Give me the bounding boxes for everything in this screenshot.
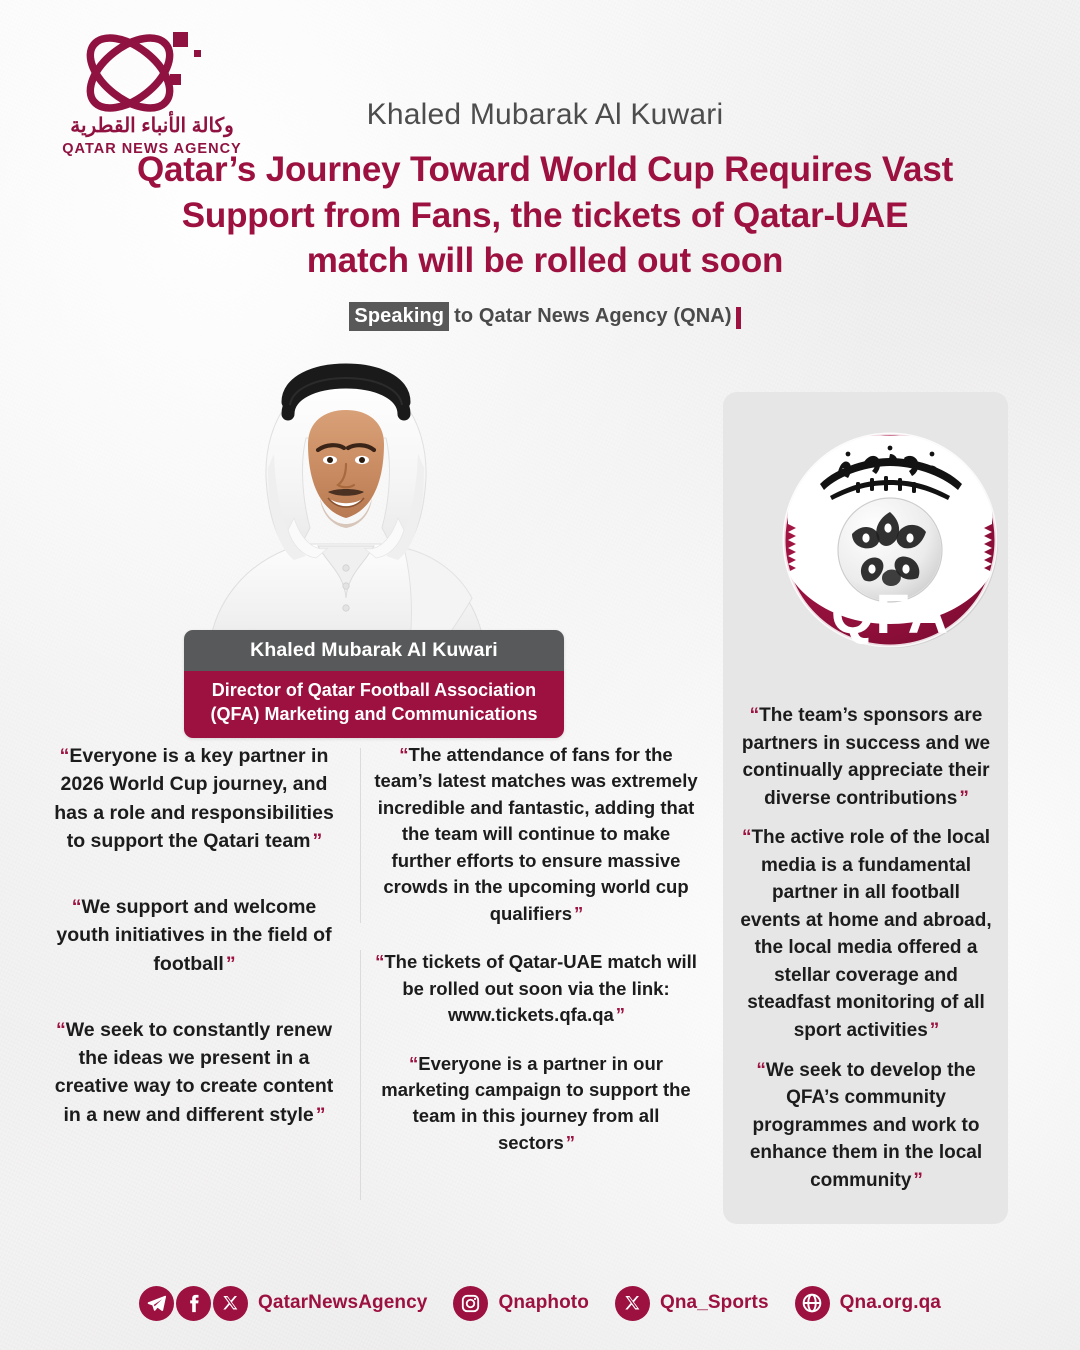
quote-open-mark: “ <box>741 827 751 849</box>
nameplate-name: Khaled Mubarak Al Kuwari <box>184 630 564 671</box>
quote-column-middle <box>374 742 698 1156</box>
quote-open-mark: “ <box>756 1059 765 1081</box>
quote-column-left <box>44 742 344 1129</box>
quote-item <box>374 1051 698 1157</box>
header-speaker-name: Khaled Mubarak Al Kuwari <box>366 98 724 131</box>
header-block <box>130 98 960 331</box>
page-title: Qatar’s Journey Toward World Cup Requires Vast Support from Fans, the tickets of Qatar-UAE match will be rolled out soon <box>136 150 954 280</box>
quote-close-mark: ” <box>225 952 235 975</box>
quote-text: The active role of the local media is a fundamental partner in all football events at home and abroad, the local media offered a stellar coverage and steadfast monitoring of all sport activities <box>740 827 992 1042</box>
quote-text: We support and welcome youth initiatives in the field of football <box>56 896 332 975</box>
quote-open-mark: “ <box>59 745 69 767</box>
quote-item <box>740 824 992 1044</box>
qfa-logo <box>778 428 1002 652</box>
subline-rest: to Qatar News Agency (QNA) <box>454 305 732 327</box>
nameplate-title: Director of Qatar Football Association (QFA) Marketing and Communications <box>184 671 564 738</box>
quote-text: Everyone is a partner in our marketing campaign to support the team in this journey from all sectors <box>381 1052 691 1153</box>
column-divider <box>360 748 361 923</box>
social-group-website[interactable] <box>795 1286 941 1321</box>
quote-column-right <box>740 702 992 1194</box>
quote-item <box>44 893 344 978</box>
quote-open-mark: “ <box>71 896 81 919</box>
quote-open-mark: “ <box>375 951 384 973</box>
social-group-qatarnewsagency[interactable] <box>139 1286 427 1321</box>
column-divider <box>360 950 361 1200</box>
quote-item <box>374 742 698 927</box>
caret-marker <box>736 307 741 329</box>
social-label[interactable]: Qna_Sports <box>659 1292 769 1313</box>
speaking-chip: Speaking <box>349 302 449 331</box>
quote-text: We seek to constantly renew the ideas we present in a creative way to create content in a new and different style <box>54 1018 334 1126</box>
quote-text: The tickets of Qatar-UAE match will be rolled out soon via the link: www.tickets.qfa.qa <box>384 951 697 1026</box>
quote-open-mark: “ <box>749 705 759 726</box>
quote-open-mark: “ <box>56 1018 65 1041</box>
quote-text: The team’s sponsors are partners in success and we continually appreciate their diverse contributions <box>741 705 991 809</box>
quote-open-mark: “ <box>399 744 408 765</box>
quote-item <box>44 742 344 855</box>
qna-logo-latin: QATAR NEWS AGENCY <box>62 141 242 157</box>
quote-close-mark: ” <box>959 787 968 809</box>
social-group-qna-sports[interactable] <box>615 1286 769 1321</box>
quote-item <box>740 1057 992 1195</box>
instagram-icon[interactable] <box>453 1286 488 1321</box>
quote-close-mark: ” <box>615 1004 625 1026</box>
social-label[interactable]: Qna.org.qa <box>839 1292 941 1313</box>
quote-close-mark: ” <box>312 829 322 852</box>
quote-item <box>44 1016 344 1129</box>
quote-close-mark: ” <box>929 1020 939 1042</box>
quote-close-mark: ” <box>315 1103 325 1126</box>
quote-text: We seek to develop the QFA’s community programmes and work to enhance them in the local community <box>749 1059 983 1191</box>
header-subline <box>130 302 960 331</box>
qna-logo-arabic: وكالة الأنباء القطرية <box>70 115 234 137</box>
quote-close-mark: ” <box>913 1169 922 1191</box>
x-icon[interactable] <box>213 1286 248 1321</box>
speaker-portrait <box>176 358 516 658</box>
quote-text: The attendance of fans for the team’s latest matches was extremely incredible and fantastic, adding that the team will continue to make further efforts to ensure massive crowds in the upcoming world cup qualifiers <box>374 744 698 924</box>
qfa-wordmark: QFA <box>830 582 950 645</box>
social-label[interactable]: QatarNewsAgency <box>258 1292 428 1313</box>
telegram-icon[interactable] <box>139 1286 174 1321</box>
quote-text: Everyone is a key partner in 2026 World Cup journey, and has a role and responsibilities to support the Qatari team <box>54 745 334 852</box>
quote-item <box>374 949 698 1028</box>
quote-close-mark: ” <box>574 902 583 924</box>
quote-open-mark: “ <box>409 1052 418 1074</box>
globe-icon[interactable] <box>795 1286 830 1321</box>
facebook-icon[interactable] <box>176 1286 211 1321</box>
social-footer <box>0 1272 1080 1334</box>
x-icon[interactable] <box>615 1286 650 1321</box>
social-label[interactable]: Qnaphoto <box>498 1292 589 1313</box>
social-group-qnaphoto[interactable] <box>453 1286 589 1321</box>
quote-close-mark: ” <box>565 1131 575 1153</box>
nameplate <box>184 630 564 738</box>
quote-item <box>740 702 992 812</box>
